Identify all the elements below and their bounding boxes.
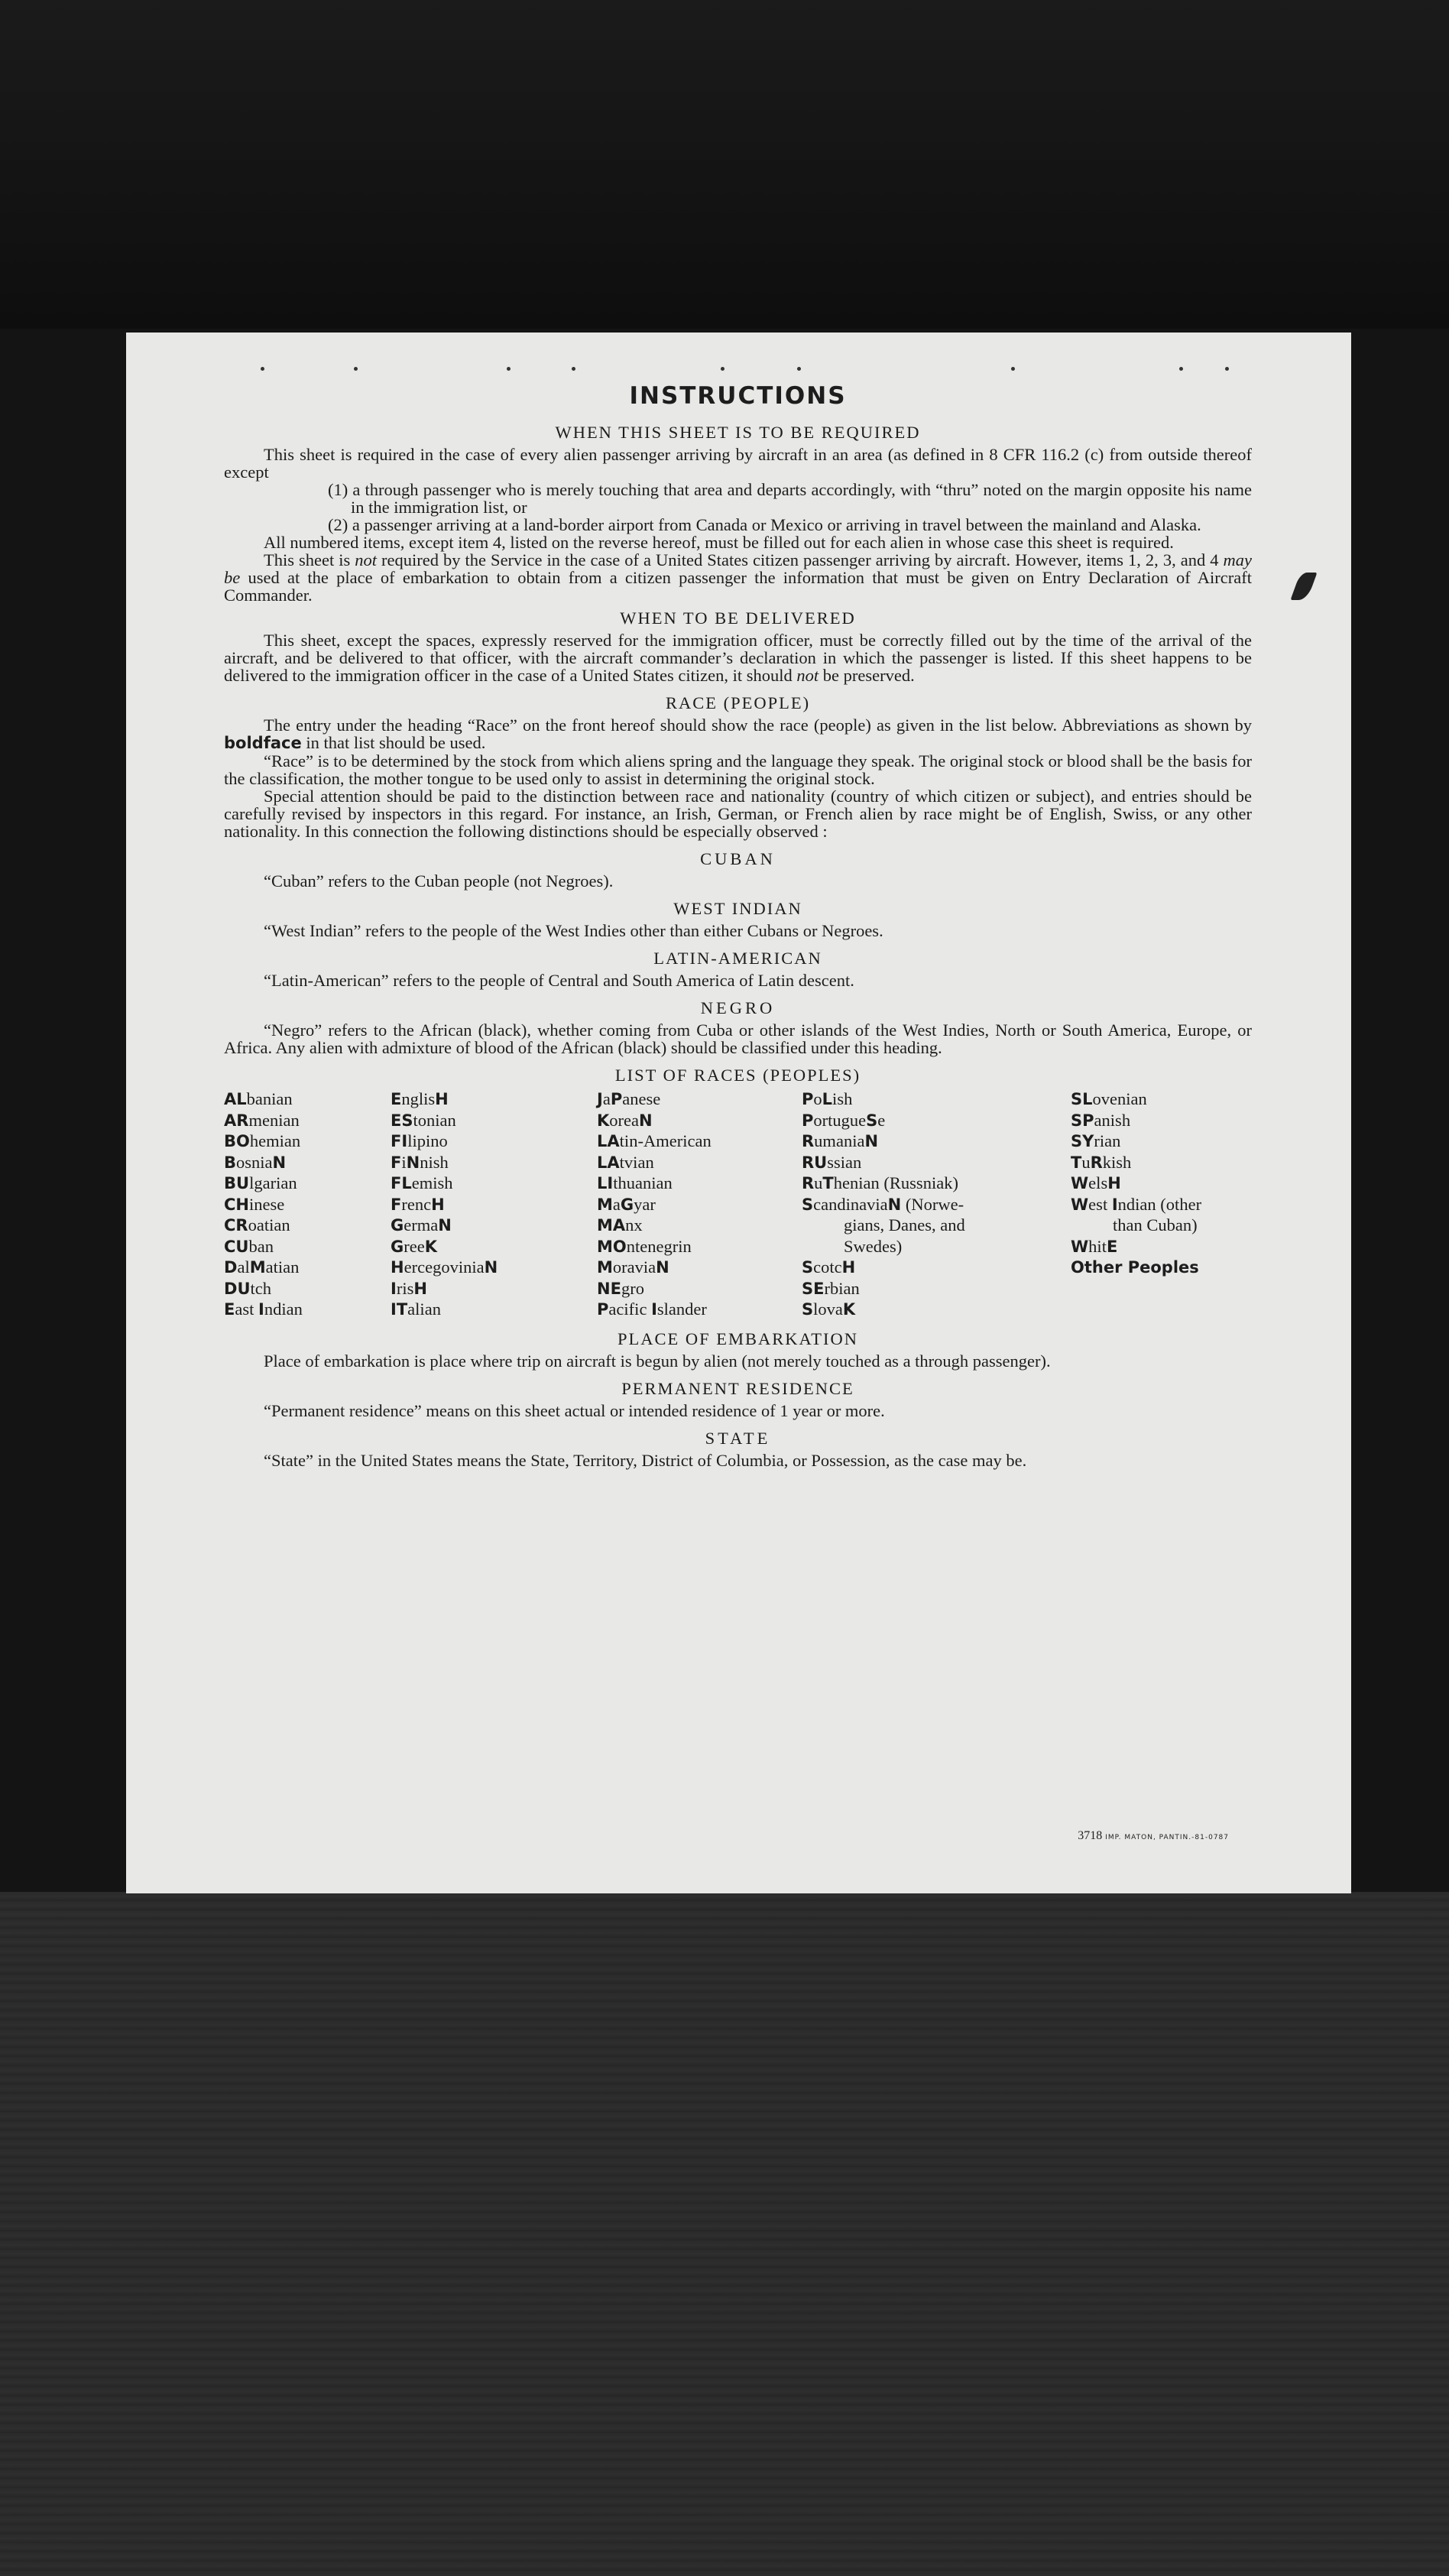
race-entry: CUban [224,1236,274,1256]
paragraph-race-nationality: Special attention should be paid to the distinction between race and nationality (country of which citizen or subject), and entries should be carefully revised by inspectors in this regard. For instance, an Irish, German, or French alien by race might be of English, Swiss, or any other nationality. In this connection the following distinctions should be especially observed : [224,787,1252,841]
race-entry: EnglisH [391,1089,449,1108]
race-entry: RuThenian (Russniak) [802,1173,958,1192]
race-entry: Swedes) [844,1236,903,1256]
paragraph-latin-american: “Latin-American” refers to the people of Central and South America of Latin descent. [264,971,854,990]
exception-item-1: (1) a through passenger who is merely touching that area and departs accordingly, with “thru” noted on the margin opposite his name in the immigration list, or [328,480,1252,517]
heading-state: STATE [705,1428,771,1448]
paragraph-state: “State” in the United States means the State, Territory, District of Columbia, or Possession, as the case may be. [264,1450,1027,1470]
race-entry: MAnx [597,1215,643,1234]
heading-when-delivered: WHEN TO BE DELIVERED [620,608,856,628]
paragraph-delivery: This sheet, except the spaces, expressly reserved for the immigration officer, must be correctly filled out by the time of the arrival of the aircraft, and be delivered to that officer, with the aircraft commander’s declaration in which the passenger is listed. If this sheet happens to be delivered to the immigration officer in the case of a United States citizen, it should not be preserved. [224,631,1252,685]
paragraph-numbered-items: All numbered items, except item 4, listed on the reverse hereof, must be filled out for each alien in whose case this sheet is required. [264,533,1174,552]
race-entry: MoraviaN [597,1257,669,1277]
race-entry: BUlgarian [224,1173,297,1192]
heading-cuban: CUBAN [700,849,776,868]
heading-race: RACE (PEOPLE) [665,693,811,712]
race-entry: WelsH [1071,1173,1121,1192]
race-entry: SlovaK [802,1299,856,1319]
paragraph-race-entry: The entry under the heading “Race” on the front hereof should show the race (people) as given in the list below. Abbreviations as shown by boldface in that list should be used. [224,715,1252,752]
heading-embarkation: PLACE OF EMBARKATION [617,1329,859,1348]
paragraph-embarkation: Place of embarkation is place where trip on aircraft is begun by alien (not merely touched as a through passenger). [264,1351,1051,1371]
scan-background-top [0,0,1449,329]
printer-name: IMP. MATON, PANTIN.-81-0787 [1105,1834,1229,1841]
race-entry: Pacific Islander [597,1299,707,1319]
ink-blot [1290,573,1317,600]
race-entry: ScotcH [802,1257,856,1277]
race-entry: SPanish [1071,1110,1131,1130]
race-entry: Other Peoples [1071,1258,1199,1277]
race-entry: SLovenian [1071,1089,1147,1108]
paragraph-west-indian: “West Indian” refers to the people of the West Indies other than either Cubans or Negroes. [264,921,883,940]
race-entry: ALbanian [224,1089,293,1108]
race-entry: West Indian (other [1071,1194,1202,1214]
race-entry: LAtin-American [597,1131,712,1150]
paragraph-race-stock: “Race” is to be determined by the stock from which aliens spring and the language they speak. The original stock or blood shall be the basis for the classification, the mother tongue to be used only to assist in determining the original stock. [224,751,1252,788]
race-column-5 [1071,1088,1252,1320]
heading-latin-american: LATIN-AMERICAN [653,949,822,968]
heading-negro: NEGRO [700,998,776,1017]
race-entry: gians, Danes, and [844,1215,965,1234]
race-entry: SYrian [1071,1131,1121,1150]
race-column-1 [224,1088,391,1320]
race-entry: East Indian [224,1299,303,1319]
race-entry: TuRkish [1071,1152,1132,1172]
form-number: 3718 [1078,1829,1103,1842]
race-column-3 [597,1088,802,1320]
paragraph-cuban: “Cuban” refers to the Cuban people (not Negroes). [264,871,614,891]
race-list [224,1088,1252,1320]
heading-when-required: WHEN THIS SHEET IS TO BE REQUIRED [555,423,921,442]
race-entry: ITalian [391,1299,441,1319]
race-entry: LIthuanian [597,1173,673,1192]
heading-west-indian: WEST INDIAN [673,899,802,918]
paragraph-required-intro: This sheet is required in the case of every alien passenger arriving by aircraft in an area (as defined in 8 CFR 116.2 (c) from outside thereof except [224,445,1252,482]
race-entry: RUssian [802,1152,862,1172]
race-entry: DalMatian [224,1257,300,1277]
printer-imprint [1078,1829,1229,1843]
race-entry: MOntenegrin [597,1236,692,1256]
race-entry: BosniaN [224,1152,287,1172]
race-entry: KoreaN [597,1110,653,1130]
race-entry: GreeK [391,1236,438,1256]
race-entry: GermaN [391,1215,452,1234]
race-column-4 [802,1088,1071,1320]
race-entry: FLemish [391,1173,453,1192]
race-entry: NEgro [597,1278,644,1298]
race-entry: ScandinaviaN (Norwe- [802,1194,964,1214]
race-entry: PoLish [802,1089,853,1108]
perforation-dots [224,367,1252,375]
race-entry: FrencH [391,1194,445,1214]
race-entry: FiNnish [391,1152,449,1172]
race-entry: than Cuban) [1113,1215,1198,1234]
race-entry: FIlipino [391,1131,448,1150]
race-entry: CRoatian [224,1215,290,1234]
race-entry: CHinese [224,1194,285,1214]
race-entry: LAtvian [597,1152,654,1172]
race-entry: EStonian [391,1110,456,1130]
race-column-2 [391,1088,597,1320]
race-entry: MaGyar [597,1194,656,1214]
paragraph-permanent-residence: “Permanent residence” means on this sheet actual or intended residence of 1 year or more. [264,1400,885,1420]
race-entry: HercegoviniaN [391,1257,498,1277]
document-sheet [126,333,1351,1893]
race-entry: IrisH [391,1278,427,1298]
race-entry: ARmenian [224,1110,300,1130]
page-title: INSTRUCTIONS [629,382,847,410]
exception-item-2: (2) a passenger arriving at a land-border airport from Canada or Mexico or arriving in travel between the mainland and Alaska. [328,515,1201,534]
race-entry: RumaniaN [802,1131,879,1150]
race-entry: DUtch [224,1278,272,1298]
race-entry: JaPanese [597,1089,661,1108]
paragraph-negro: “Negro” refers to the African (black), whether coming from Cuba or other islands of the West Indies, North or South America, Europe, or Africa. Any alien with admixture of blood of the African (black) should be classified under this heading. [224,1020,1252,1057]
heading-list-of-races: LIST OF RACES (PEOPLES) [614,1066,861,1085]
instructions-content [224,418,1252,1469]
paragraph-citizen-passenger: This sheet is not required by the Service in the case of a United States citizen passenger arriving by aircraft. However, items 1, 2, 3, and 4 may be used at the place of embarkation to obtain from a citizen passenger the information that must be given on Entry Declaration of Aircraft Commander. [224,550,1252,605]
race-entry: PortugueSe [802,1110,886,1130]
heading-permanent-residence: PERMANENT RESIDENCE [621,1378,854,1398]
race-entry: SErbian [802,1278,860,1298]
race-entry: WhitE [1071,1236,1118,1256]
scan-background-bottom [0,1892,1449,2576]
race-entry: BOhemian [224,1131,301,1150]
